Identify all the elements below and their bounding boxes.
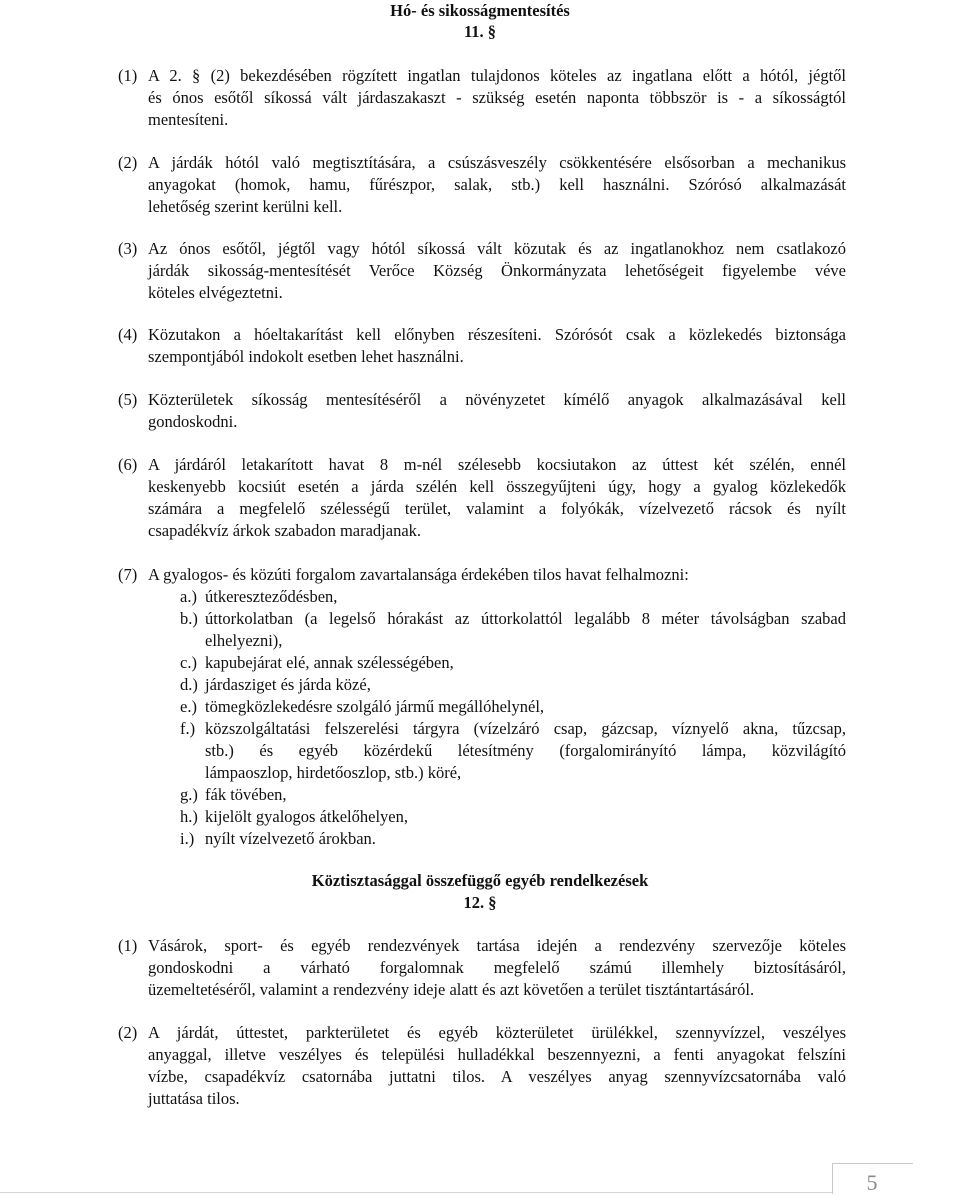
list-item-line: kapubejárat elé, annak szélességében, xyxy=(205,653,454,672)
paragraph-line: szempontjából indokolt esetben lehet használni. xyxy=(148,347,464,366)
paragraph-line: köteles elvégeztetni. xyxy=(148,283,283,302)
paragraph-line: A járdát, úttestet, parkterületet és egyéb közterületet ürülékkel, szennyvízzel, veszélyes xyxy=(148,1023,846,1042)
paragraph-number: (6) xyxy=(118,455,138,474)
list-item-label: g.) xyxy=(180,785,198,804)
paragraph-line: gondoskodni. xyxy=(148,412,238,431)
list-item-line: úttorkolatban (a legelső hórakást az úttorkolattól legalább 8 méter távolságban szabad xyxy=(205,609,846,628)
paragraph-line: Közterületek síkosság mentesítéséről a növényzetet kímélő anyagok alkalmazásával kell xyxy=(148,390,846,409)
paragraph-number: (7) xyxy=(118,565,138,584)
paragraph-number: (4) xyxy=(118,325,138,344)
paragraph-line: és ónos esőtől síkossá vált járdaszakaszt - szükség esetén naponta többször is - a síkosságtól xyxy=(148,88,846,107)
paragraph-line: mentesíteni. xyxy=(148,110,229,129)
paragraph-number: (2) xyxy=(118,1023,138,1042)
paragraph-intro: A gyalogos- és közúti forgalom zavartalansága érdekében tilos havat felhalmozni: xyxy=(148,565,689,584)
list-item-line: stb.) és egyéb közérdekű létesítmény (forgalomirányító lámpa, közvilágító xyxy=(205,741,846,760)
section-number-12: 12. § xyxy=(463,893,497,912)
paragraph-line: Vásárok, sport- és egyéb rendezvények tartása idején a rendezvény szervezője köteles xyxy=(148,936,846,955)
paragraph-line: csapadékvíz árkok szabadon maradjanak. xyxy=(148,521,422,540)
list-item-line: közszolgáltatási felszerelési tárgyra (vízelzáró csap, gázcsap, víznyelő akna, tűzcsap, xyxy=(205,719,846,738)
paragraph-line: Az ónos esőtől, jégtől vagy hótól síkossá vált közutak és az ingatlanokhoz nem csatlakozó xyxy=(148,239,846,258)
list-item-line: útkereszteződésben, xyxy=(205,587,338,606)
section-heading-12: Köztisztasággal összefüggő egyéb rendelkezések xyxy=(311,871,649,890)
paragraph-line: gondoskodni a várható forgalomnak megfelelő számú illemhely biztosításáról, xyxy=(148,958,846,977)
list-item-line: nyílt vízelvezető árokban. xyxy=(205,829,376,848)
paragraph-line: keskenyebb kocsiút esetén a járda szélén kell összegyűjteni úgy, hogy a gyalog közlekedők xyxy=(148,477,846,496)
paragraph-line: Közutakon a hóeltakarítást kell előnyben részesíteni. Szórósót csak a közlekedés biztonsága xyxy=(148,325,846,344)
paragraph-line: lehetőség szerint kerülni kell. xyxy=(148,197,343,216)
list-item-label: a.) xyxy=(180,587,197,606)
list-item-label: i.) xyxy=(180,829,195,848)
paragraph-number: (1) xyxy=(118,66,138,85)
paragraph-number: (1) xyxy=(118,936,138,955)
paragraph-line: juttatása tilos. xyxy=(148,1089,240,1108)
paragraph-line: A járdáról letakarított havat 8 m-nél szélesebb kocsiutakon az úttest két szélén, ennél xyxy=(148,455,846,474)
paragraph-line: anyaggal, illetve veszélyes és települési hulladékkal beszennyezni, a fenti anyagokat felszíni xyxy=(148,1045,846,1064)
list-item-line: elhelyezni), xyxy=(205,631,283,650)
list-item-label: d.) xyxy=(180,675,198,694)
list-item-label: f.) xyxy=(180,719,196,738)
paragraph-line: vízbe, csapadékvíz csatornába juttatni tilos. A veszélyes anyag szennyvízcsatornába való xyxy=(148,1067,846,1086)
section-heading-11: Hó- és sikosságmentesítés xyxy=(390,1,570,20)
list-item-label: b.) xyxy=(180,609,198,628)
paragraph-line: anyagokat (homok, hamu, fűrészpor, salak, stb.) kell használni. Szórósó alkalmazását xyxy=(148,175,846,194)
list-item-line: kijelölt gyalogos átkelőhelyen, xyxy=(205,807,408,826)
page-number: 5 xyxy=(866,1170,878,1195)
paragraph-line: számára a megfelelő szélességű terület, valamint a folyókák, vízelvezető rácsok és nyílt xyxy=(148,499,846,518)
paragraph-number: (2) xyxy=(118,153,138,172)
paragraph-line: üzemeltetéséről, valamint a rendezvény ideje alatt és azt követően a terület tisztántartásáról. xyxy=(148,980,755,999)
paragraph-number: (3) xyxy=(118,239,138,258)
list-item-label: e.) xyxy=(180,697,197,716)
list-item-line: lámpaoszlop, hirdetőoszlop, stb.) köré, xyxy=(205,763,462,782)
section-number-11: 11. § xyxy=(463,22,497,41)
list-item-label: h.) xyxy=(180,807,198,826)
list-item-line: tömegközlekedésre szolgáló jármű megállóhelynél, xyxy=(205,697,545,716)
paragraph-number: (5) xyxy=(118,390,138,409)
paragraph-line: A 2. § (2) bekezdésében rögzített ingatlan tulajdonos köteles az ingatlana előtt a hótól, jégtől xyxy=(148,66,846,85)
paragraph-line: járdák sikosság-mentesítését Verőce Község Önkormányzata lehetőségeit figyelembe véve xyxy=(148,261,846,280)
list-item-line: járdasziget és járda közé, xyxy=(205,675,371,694)
list-item-label: c.) xyxy=(180,653,197,672)
footer-rule xyxy=(0,1192,832,1193)
paragraph-line: A járdák hótól való megtisztítására, a csúszásveszély csökkentésére elsősorban a mechanikus xyxy=(148,153,846,172)
list-item-line: fák tövében, xyxy=(205,785,287,804)
